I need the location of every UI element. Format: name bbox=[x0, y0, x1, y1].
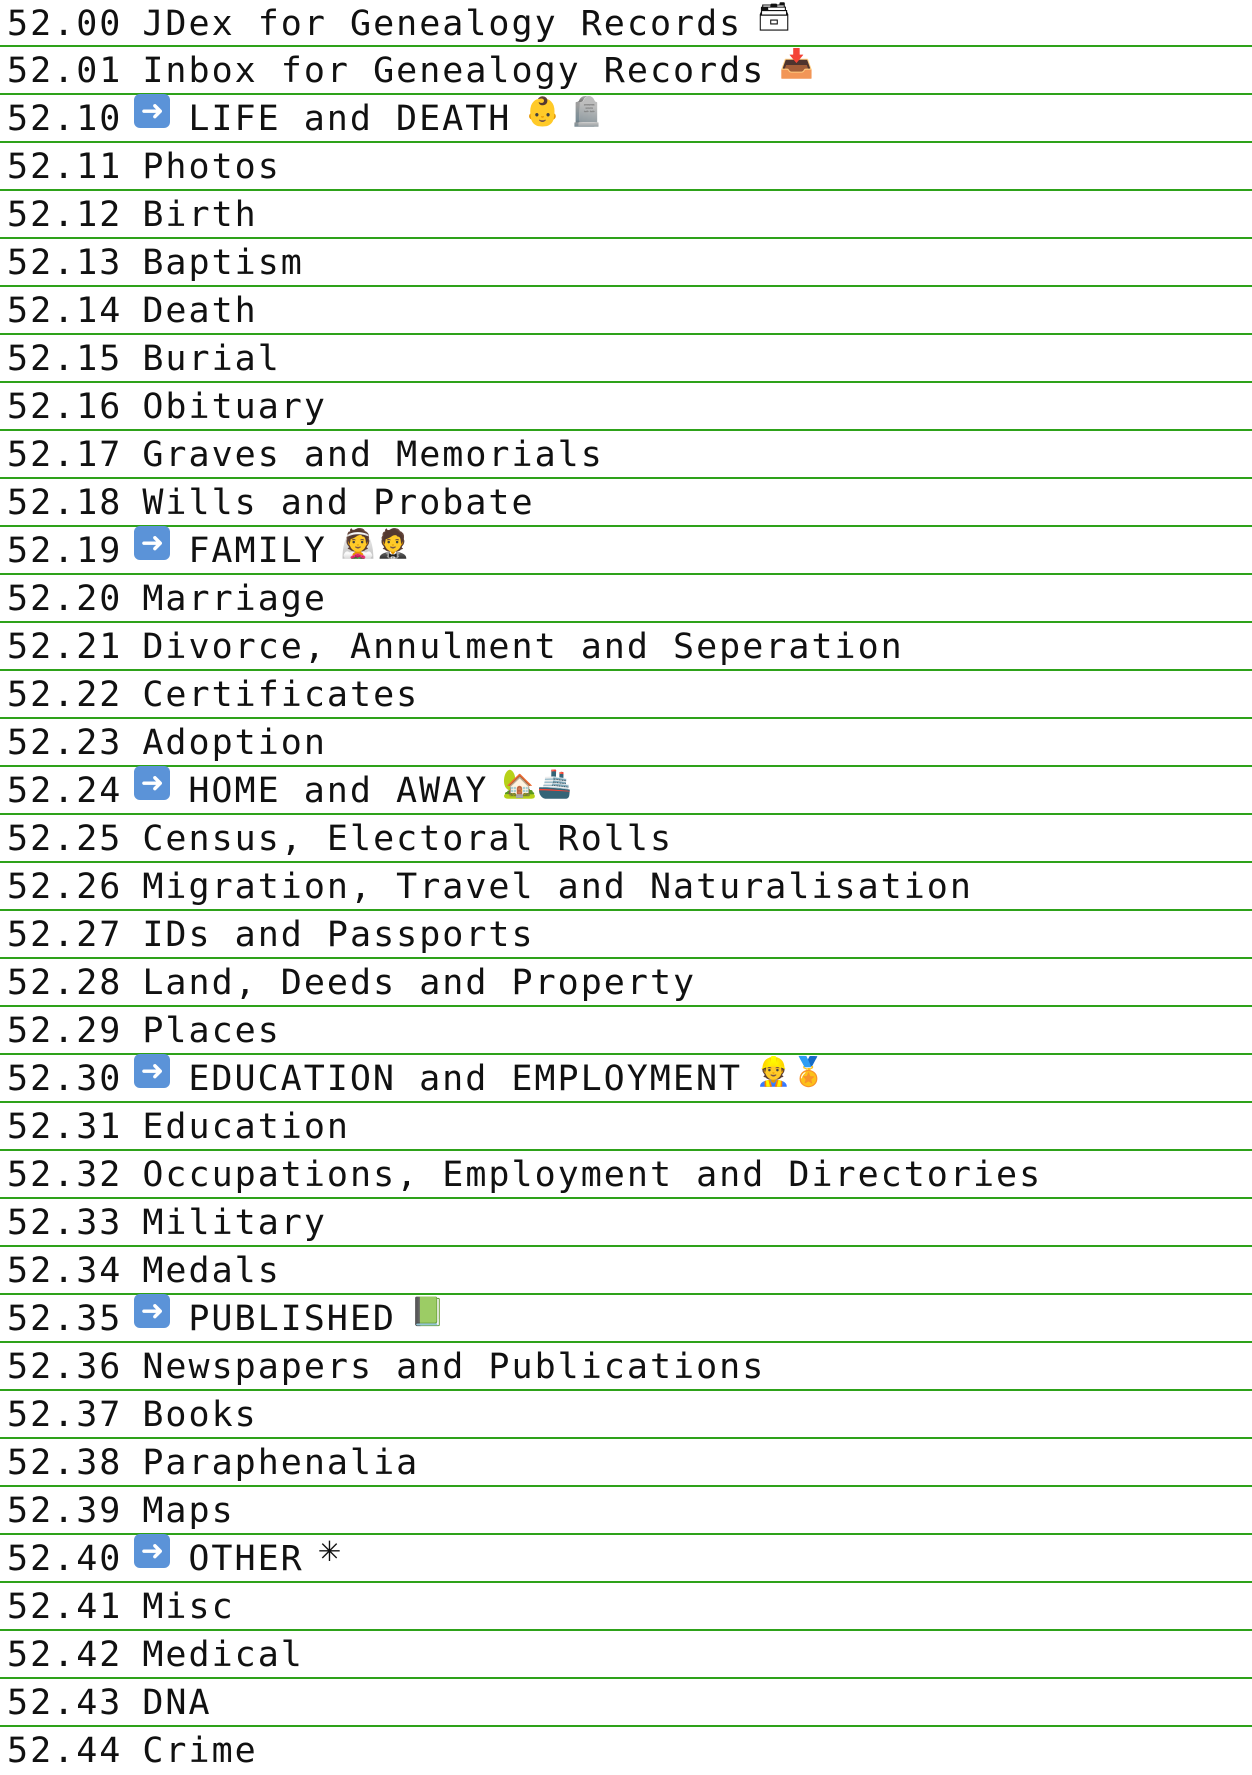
list-item[interactable] bbox=[0, 623, 1252, 671]
item-number: 52.38 bbox=[7, 1443, 123, 1483]
item-label: Inbox for Genealogy Records bbox=[142, 51, 766, 91]
item-number: 52.20 bbox=[7, 579, 123, 619]
bride-groom-icon: 👰🤵 bbox=[340, 527, 411, 560]
item-label: Burial bbox=[142, 339, 281, 379]
list-item[interactable] bbox=[0, 527, 1252, 575]
card-file-box-icon: 🗃 bbox=[756, 0, 792, 33]
baby-headstone-icon: 👶 🪦 bbox=[525, 95, 605, 128]
list-item[interactable] bbox=[0, 815, 1252, 863]
right-arrow-icon: ➜ bbox=[134, 94, 170, 128]
list-item[interactable] bbox=[0, 479, 1252, 527]
list-item[interactable] bbox=[0, 1343, 1252, 1391]
list-item[interactable] bbox=[0, 1103, 1252, 1151]
list-item[interactable] bbox=[0, 1727, 1252, 1775]
item-label: Death bbox=[142, 291, 258, 331]
item-label: Maps bbox=[142, 1491, 235, 1531]
right-arrow-icon: ➜ bbox=[134, 1294, 170, 1328]
item-number: 52.13 bbox=[7, 243, 123, 283]
item-number: 52.41 bbox=[7, 1587, 123, 1627]
item-label: Marriage bbox=[142, 579, 327, 619]
list-item[interactable] bbox=[0, 1391, 1252, 1439]
list-item[interactable] bbox=[0, 1007, 1252, 1055]
sparkle-splat-icon: ✳ bbox=[317, 1535, 342, 1568]
item-label: Photos bbox=[142, 147, 281, 187]
list-item[interactable] bbox=[0, 1055, 1252, 1103]
item-label: Medals bbox=[142, 1251, 281, 1291]
right-arrow-icon: ➜ bbox=[134, 1534, 170, 1568]
item-number: 52.34 bbox=[7, 1251, 123, 1291]
item-number: 52.40 bbox=[7, 1539, 123, 1579]
list-item[interactable] bbox=[0, 1247, 1252, 1295]
worker-medal-icon: 👷🏅 bbox=[756, 1055, 826, 1088]
right-arrow-icon: ➜ bbox=[134, 526, 170, 560]
list-item[interactable] bbox=[0, 863, 1252, 911]
list-item[interactable] bbox=[0, 95, 1252, 143]
item-label: Birth bbox=[142, 195, 258, 235]
item-number: 52.11 bbox=[7, 147, 123, 187]
item-number: 52.29 bbox=[7, 1011, 123, 1051]
item-label: Crime bbox=[142, 1731, 258, 1771]
item-number: 52.14 bbox=[7, 291, 123, 331]
item-label: Places bbox=[142, 1011, 281, 1051]
item-number: 52.01 bbox=[7, 51, 123, 91]
list-item[interactable] bbox=[0, 1439, 1252, 1487]
item-label: IDs and Passports bbox=[142, 915, 535, 955]
list-item[interactable] bbox=[0, 287, 1252, 335]
list-item[interactable] bbox=[0, 191, 1252, 239]
list-item[interactable] bbox=[0, 1631, 1252, 1679]
green-book-icon: 📗 bbox=[410, 1295, 445, 1328]
item-label: Books bbox=[142, 1395, 258, 1435]
item-number: 52.17 bbox=[7, 435, 123, 475]
item-label: Certificates bbox=[142, 675, 420, 715]
item-number: 52.18 bbox=[7, 483, 123, 523]
item-number: 52.19 bbox=[7, 531, 123, 571]
item-label: Graves and Memorials bbox=[142, 435, 604, 475]
item-number: 52.33 bbox=[7, 1203, 123, 1243]
item-number: 52.25 bbox=[7, 819, 123, 859]
item-number: 52.21 bbox=[7, 627, 123, 667]
inbox-tray-icon: 📥 bbox=[779, 47, 815, 80]
item-label: Census, Electoral Rolls bbox=[142, 819, 674, 859]
item-number: 52.32 bbox=[7, 1155, 123, 1195]
list-item[interactable] bbox=[0, 239, 1252, 287]
item-label: Wills and Probate bbox=[142, 483, 535, 523]
list-item[interactable] bbox=[0, 0, 1252, 47]
item-label: FAMILY bbox=[188, 531, 327, 571]
item-number: 52.42 bbox=[7, 1635, 123, 1675]
item-number: 52.12 bbox=[7, 195, 123, 235]
item-label: LIFE and DEATH bbox=[188, 99, 512, 139]
item-label: Misc bbox=[142, 1587, 235, 1627]
list-item[interactable] bbox=[0, 1487, 1252, 1535]
item-label: OTHER bbox=[188, 1539, 304, 1579]
item-number: 52.28 bbox=[7, 963, 123, 1003]
item-label: Medical bbox=[142, 1635, 304, 1675]
item-number: 52.24 bbox=[7, 771, 123, 811]
item-label: Baptism bbox=[142, 243, 304, 283]
list-item[interactable] bbox=[0, 431, 1252, 479]
item-label: Adoption bbox=[142, 723, 327, 763]
list-item[interactable] bbox=[0, 719, 1252, 767]
item-number: 52.35 bbox=[7, 1299, 123, 1339]
house-ship-icon: 🏡🚢 bbox=[502, 767, 573, 800]
item-number: 52.23 bbox=[7, 723, 123, 763]
item-number: 52.36 bbox=[7, 1347, 123, 1387]
item-label: EDUCATION and EMPLOYMENT bbox=[188, 1059, 743, 1099]
list-item[interactable] bbox=[0, 1295, 1252, 1343]
list-item[interactable] bbox=[0, 47, 1252, 95]
item-number: 52.44 bbox=[7, 1731, 123, 1771]
right-arrow-icon: ➜ bbox=[134, 766, 170, 800]
item-label: HOME and AWAY bbox=[188, 771, 489, 811]
item-label: Paraphenalia bbox=[142, 1443, 420, 1483]
item-number: 52.22 bbox=[7, 675, 123, 715]
item-label: Military bbox=[142, 1203, 327, 1243]
right-arrow-icon: ➜ bbox=[134, 1054, 170, 1088]
list-item[interactable] bbox=[0, 911, 1252, 959]
item-number: 52.15 bbox=[7, 339, 123, 379]
item-number: 52.26 bbox=[7, 867, 123, 907]
list-item[interactable] bbox=[0, 1679, 1252, 1727]
item-number: 52.37 bbox=[7, 1395, 123, 1435]
list-item[interactable] bbox=[0, 575, 1252, 623]
list-item[interactable] bbox=[0, 335, 1252, 383]
list-item[interactable] bbox=[0, 1535, 1252, 1583]
item-number: 52.39 bbox=[7, 1491, 123, 1531]
list-item[interactable] bbox=[0, 1583, 1252, 1631]
item-label: Migration, Travel and Naturalisation bbox=[142, 867, 973, 907]
list-item[interactable] bbox=[0, 671, 1252, 719]
list-item[interactable] bbox=[0, 143, 1252, 191]
list-item[interactable] bbox=[0, 383, 1252, 431]
item-label: Land, Deeds and Property bbox=[142, 963, 697, 1003]
item-label: PUBLISHED bbox=[188, 1299, 397, 1339]
list-item[interactable] bbox=[0, 1151, 1252, 1199]
item-label: Occupations, Employment and Directories bbox=[142, 1155, 1043, 1195]
item-label: Divorce, Annulment and Seperation bbox=[142, 627, 904, 667]
item-number: 52.16 bbox=[7, 387, 123, 427]
item-label: Obituary bbox=[142, 387, 327, 427]
item-label: DNA bbox=[142, 1683, 212, 1723]
item-label: JDex for Genealogy Records bbox=[142, 4, 743, 44]
item-number: 52.10 bbox=[7, 99, 123, 139]
item-label: Education bbox=[142, 1107, 351, 1147]
item-label: Newspapers and Publications bbox=[142, 1347, 766, 1387]
list-item[interactable] bbox=[0, 1199, 1252, 1247]
item-number: 52.27 bbox=[7, 915, 123, 955]
list-item[interactable] bbox=[0, 959, 1252, 1007]
item-number: 52.31 bbox=[7, 1107, 123, 1147]
item-number: 52.30 bbox=[7, 1059, 123, 1099]
item-number: 52.43 bbox=[7, 1683, 123, 1723]
list-item[interactable] bbox=[0, 767, 1252, 815]
item-number: 52.00 bbox=[7, 4, 123, 44]
